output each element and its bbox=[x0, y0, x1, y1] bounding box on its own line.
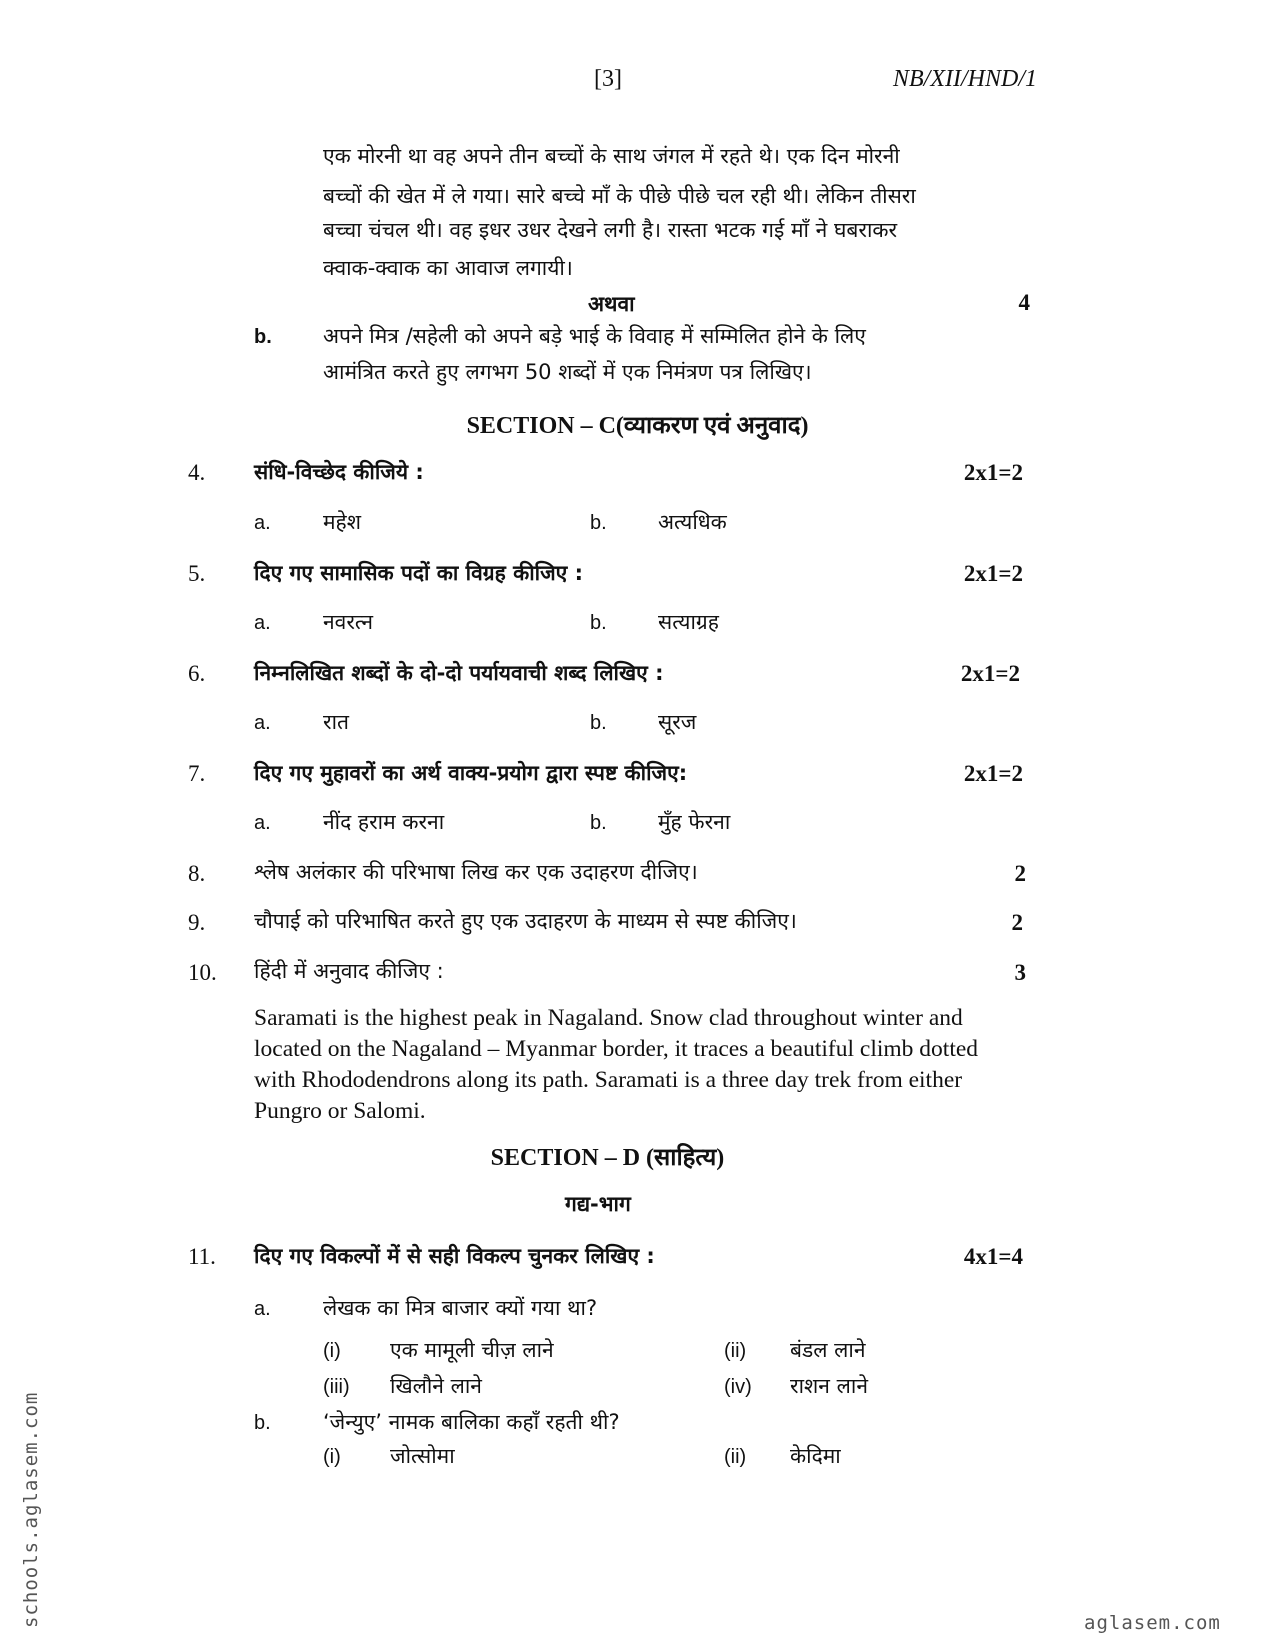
option-text: सत्याग्रह bbox=[658, 610, 719, 634]
question-text: दिए गए विकल्पों में से सही विकल्प चुनकर लिखिए : bbox=[254, 1244, 655, 1268]
marks: 2 bbox=[1014, 861, 1026, 886]
passage-line: क्वाक-क्वाक का आवाज लगायी। bbox=[323, 256, 573, 280]
question-text: दिए गए सामासिक पदों का विग्रह कीजिए : bbox=[254, 561, 584, 585]
question-number: 9. bbox=[188, 910, 206, 935]
sub-question-text: लेखक का मित्र बाजार क्यों गया था? bbox=[323, 1296, 598, 1320]
passage-line: Pungro or Salomi. bbox=[254, 1098, 426, 1124]
question-number: 10. bbox=[188, 960, 217, 985]
option-label: (ii) bbox=[724, 1446, 747, 1468]
option-label: a. bbox=[254, 1298, 271, 1320]
option-text: एक मामूली चीज़ लाने bbox=[390, 1338, 554, 1362]
option-label: (i) bbox=[323, 1446, 341, 1468]
passage-line: बच्चा चंचल थी। वह इधर उधर देखने लगी है। रास्ता भटक गई माँ ने घबराकर bbox=[323, 218, 898, 242]
passage-line: located on the Nagaland – Myanmar border, it traces a beautiful climb dotted bbox=[254, 1036, 979, 1062]
option-text: केदिमा bbox=[790, 1444, 841, 1468]
option-label: a. bbox=[254, 612, 271, 634]
option-text: मुँह फेरना bbox=[658, 810, 731, 834]
option-text: बंडल लाने bbox=[790, 1338, 866, 1362]
option-label: a. bbox=[254, 512, 271, 534]
option-label: b. bbox=[590, 612, 607, 634]
option-text: जोत्सोमा bbox=[390, 1444, 455, 1468]
marks: 2x1=2 bbox=[960, 661, 1020, 686]
option-text: नींद हराम करना bbox=[323, 810, 445, 834]
marks: 2x1=2 bbox=[963, 561, 1023, 586]
question-number: 7. bbox=[188, 761, 206, 786]
question-b-line: आमंत्रित करते हुए लगभग 50 शब्दों में एक निमंत्रण पत्र लिखिए। bbox=[323, 360, 812, 384]
question-b-line: अपने मित्र /सहेली को अपने बड़े भाई के विवाह में सम्मिलित होने के लिए bbox=[323, 324, 866, 348]
section-c-heading: SECTION – C(व्याकरण एवं अनुवाद) bbox=[466, 413, 809, 439]
subsection-heading: गद्य-भाग bbox=[565, 1192, 631, 1216]
option-label: a. bbox=[254, 812, 271, 834]
question-text: दिए गए मुहावरों का अर्थ वाक्य-प्रयोग द्वारा स्पष्ट कीजिए: bbox=[254, 761, 688, 785]
passage-line: with Rhododendrons along its path. Saramati is a three day trek from either bbox=[254, 1067, 963, 1093]
marks: 2x1=2 bbox=[963, 761, 1023, 786]
page-number: [3] bbox=[594, 66, 622, 92]
question-number: 4. bbox=[188, 460, 206, 485]
option-label: b. bbox=[254, 326, 272, 348]
passage-line: बच्चों की खेत में ले गया। सारे बच्चे माँ के पीछे पीछे चल रही थी। लेकिन तीसरा bbox=[323, 184, 916, 208]
option-label: (iii) bbox=[323, 1376, 350, 1398]
side-watermark: schools.aglasem.com bbox=[20, 1391, 42, 1628]
paper-code: NB/XII/HND/1 bbox=[893, 66, 1037, 92]
option-text: अत्यधिक bbox=[658, 510, 727, 534]
question-number: 8. bbox=[188, 861, 206, 886]
option-label: (iv) bbox=[724, 1376, 752, 1398]
question-number: 6. bbox=[188, 661, 206, 686]
option-label: b. bbox=[590, 812, 607, 834]
passage-line: एक मोरनी था वह अपने तीन बच्चों के साथ जंगल में रहते थे। एक दिन मोरनी bbox=[323, 144, 900, 168]
question-text: श्लेष अलंकार की परिभाषा लिख कर एक उदाहरण दीजिए। bbox=[254, 860, 698, 884]
question-text: निम्नलिखित शब्दों के दो-दो पर्यायवाची शब्द लिखिए : bbox=[254, 661, 664, 685]
option-text: महेश bbox=[323, 510, 361, 534]
option-text: नवरत्न bbox=[323, 610, 374, 634]
marks: 2x1=2 bbox=[963, 460, 1023, 485]
marks: 3 bbox=[1014, 960, 1026, 985]
or-label: अथवा bbox=[588, 292, 635, 316]
section-d-heading: SECTION – D (साहित्य) bbox=[490, 1145, 725, 1171]
option-label: b. bbox=[254, 1412, 271, 1434]
option-label: (ii) bbox=[724, 1340, 747, 1362]
bottom-watermark: aglasem.com bbox=[1084, 1612, 1221, 1634]
sub-question-text: ‘जेन्युए’ नामक बालिका कहाँ रहती थी? bbox=[323, 1410, 620, 1434]
question-text: संधि-विच्छेद कीजिये : bbox=[254, 460, 424, 484]
marks: 4 bbox=[1018, 290, 1030, 315]
option-text: राशन लाने bbox=[790, 1374, 868, 1398]
option-text: सूरज bbox=[658, 710, 697, 734]
option-label: b. bbox=[590, 512, 607, 534]
question-number: 5. bbox=[188, 561, 206, 586]
marks: 4x1=4 bbox=[963, 1244, 1023, 1269]
translation-passage bbox=[254, 1003, 1054, 1127]
question-text: हिंदी में अनुवाद कीजिए : bbox=[254, 959, 444, 983]
question-text: चौपाई को परिभाषित करते हुए एक उदाहरण के माध्यम से स्पष्ट कीजिए। bbox=[254, 909, 797, 933]
option-label: (i) bbox=[323, 1340, 341, 1362]
option-text: रात bbox=[323, 710, 349, 734]
option-label: b. bbox=[590, 712, 607, 734]
marks: 2 bbox=[1011, 910, 1023, 935]
option-label: a. bbox=[254, 712, 271, 734]
passage-line: Saramati is the highest peak in Nagaland. Snow clad throughout winter and bbox=[254, 1005, 963, 1031]
question-number: 11. bbox=[188, 1244, 216, 1269]
option-text: खिलौने लाने bbox=[390, 1374, 482, 1398]
